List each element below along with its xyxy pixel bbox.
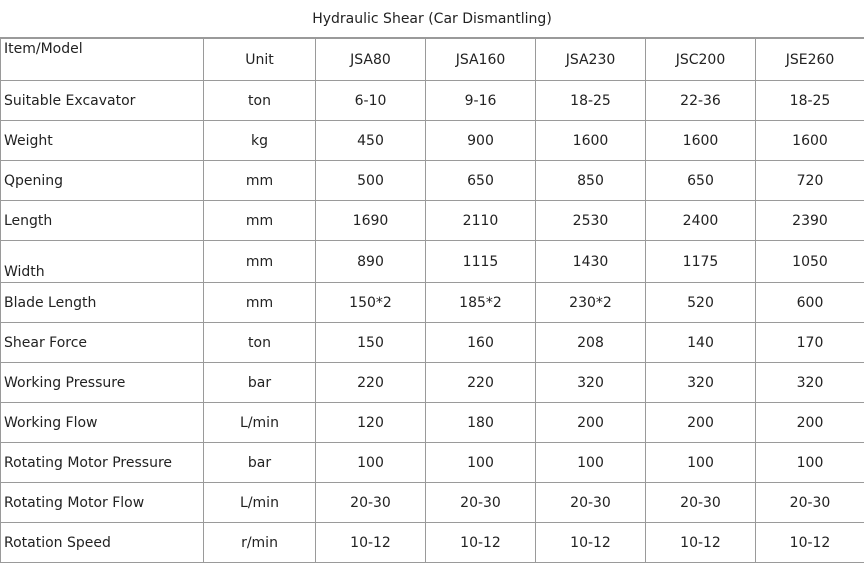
row-value: 450 — [316, 121, 426, 161]
row-value: 200 — [756, 403, 864, 443]
header-model-jsa160: JSA160 — [426, 39, 536, 81]
row-value: 100 — [756, 443, 864, 483]
row-label: Length — [1, 201, 204, 241]
row-value: 520 — [646, 283, 756, 323]
row-unit: L/min — [204, 403, 316, 443]
table-row — [1, 121, 864, 161]
row-value: 18-25 — [756, 81, 864, 121]
row-value: 208 — [536, 323, 646, 363]
header-unit: Unit — [204, 39, 316, 81]
row-value: 320 — [646, 363, 756, 403]
row-value: 20-30 — [316, 483, 426, 523]
row-unit: r/min — [204, 523, 316, 563]
row-label: Working Pressure — [1, 363, 204, 403]
row-value: 320 — [536, 363, 646, 403]
row-value: 150 — [316, 323, 426, 363]
row-value: 185*2 — [426, 283, 536, 323]
row-value: 200 — [536, 403, 646, 443]
row-value: 1600 — [646, 121, 756, 161]
row-unit: ton — [204, 81, 316, 121]
row-value: 20-30 — [426, 483, 536, 523]
spec-table — [0, 38, 864, 563]
row-value: 1600 — [536, 121, 646, 161]
table-row — [1, 403, 864, 443]
row-value: 10-12 — [536, 523, 646, 563]
row-value: 220 — [426, 363, 536, 403]
row-value: 900 — [426, 121, 536, 161]
row-value: 230*2 — [536, 283, 646, 323]
row-unit: mm — [204, 201, 316, 241]
header-model-jsa80: JSA80 — [316, 39, 426, 81]
table-row — [1, 201, 864, 241]
row-unit: mm — [204, 161, 316, 201]
row-label: Blade Length — [1, 283, 204, 323]
row-value: 320 — [756, 363, 864, 403]
row-value: 200 — [646, 403, 756, 443]
table-row — [1, 161, 864, 201]
row-value: 20-30 — [646, 483, 756, 523]
header-model-jse260: JSE260 — [756, 39, 864, 81]
row-label: Width — [1, 241, 204, 283]
row-unit: bar — [204, 443, 316, 483]
row-value: 1430 — [536, 241, 646, 283]
row-value: 100 — [316, 443, 426, 483]
row-value: 600 — [756, 283, 864, 323]
row-value: 1175 — [646, 241, 756, 283]
row-value: 1115 — [426, 241, 536, 283]
table-row — [1, 323, 864, 363]
row-value: 1690 — [316, 201, 426, 241]
table-row — [1, 523, 864, 563]
row-value: 650 — [646, 161, 756, 201]
row-value: 9-16 — [426, 81, 536, 121]
row-value: 10-12 — [426, 523, 536, 563]
row-value: 2400 — [646, 201, 756, 241]
row-value: 22-36 — [646, 81, 756, 121]
row-value: 650 — [426, 161, 536, 201]
row-value: 160 — [426, 323, 536, 363]
row-value: 1050 — [756, 241, 864, 283]
row-label: Qpening — [1, 161, 204, 201]
header-model-jsa230: JSA230 — [536, 39, 646, 81]
row-value: 20-30 — [756, 483, 864, 523]
table-title: Hydraulic Shear (Car Dismantling) — [0, 0, 864, 38]
header-item-model: Item/Model — [1, 39, 204, 81]
row-value: 890 — [316, 241, 426, 283]
row-label: Rotation Speed — [1, 523, 204, 563]
row-unit: mm — [204, 241, 316, 283]
table-row — [1, 81, 864, 121]
row-value: 170 — [756, 323, 864, 363]
row-value: 850 — [536, 161, 646, 201]
row-value: 2390 — [756, 201, 864, 241]
row-value: 720 — [756, 161, 864, 201]
row-value: 10-12 — [756, 523, 864, 563]
row-value: 140 — [646, 323, 756, 363]
table-row — [1, 363, 864, 403]
table-row — [1, 483, 864, 523]
row-value: 2110 — [426, 201, 536, 241]
row-label: Suitable Excavator — [1, 81, 204, 121]
row-unit: bar — [204, 363, 316, 403]
row-label: Rotating Motor Flow — [1, 483, 204, 523]
row-value: 180 — [426, 403, 536, 443]
row-value: 2530 — [536, 201, 646, 241]
row-label: Shear Force — [1, 323, 204, 363]
row-value: 10-12 — [316, 523, 426, 563]
table-row — [1, 241, 864, 283]
header-row — [1, 39, 864, 81]
table-row — [1, 283, 864, 323]
row-value: 18-25 — [536, 81, 646, 121]
row-value: 500 — [316, 161, 426, 201]
row-value: 6-10 — [316, 81, 426, 121]
row-unit: kg — [204, 121, 316, 161]
row-value: 150*2 — [316, 283, 426, 323]
row-unit: mm — [204, 283, 316, 323]
row-value: 220 — [316, 363, 426, 403]
row-value: 20-30 — [536, 483, 646, 523]
row-label: Weight — [1, 121, 204, 161]
row-value: 120 — [316, 403, 426, 443]
row-unit: ton — [204, 323, 316, 363]
row-value: 100 — [536, 443, 646, 483]
row-label: Working Flow — [1, 403, 204, 443]
table-row — [1, 443, 864, 483]
row-value: 10-12 — [646, 523, 756, 563]
header-model-jsc200: JSC200 — [646, 39, 756, 81]
row-value: 100 — [646, 443, 756, 483]
row-value: 100 — [426, 443, 536, 483]
row-value: 1600 — [756, 121, 864, 161]
row-unit: L/min — [204, 483, 316, 523]
row-label: Rotating Motor Pressure — [1, 443, 204, 483]
